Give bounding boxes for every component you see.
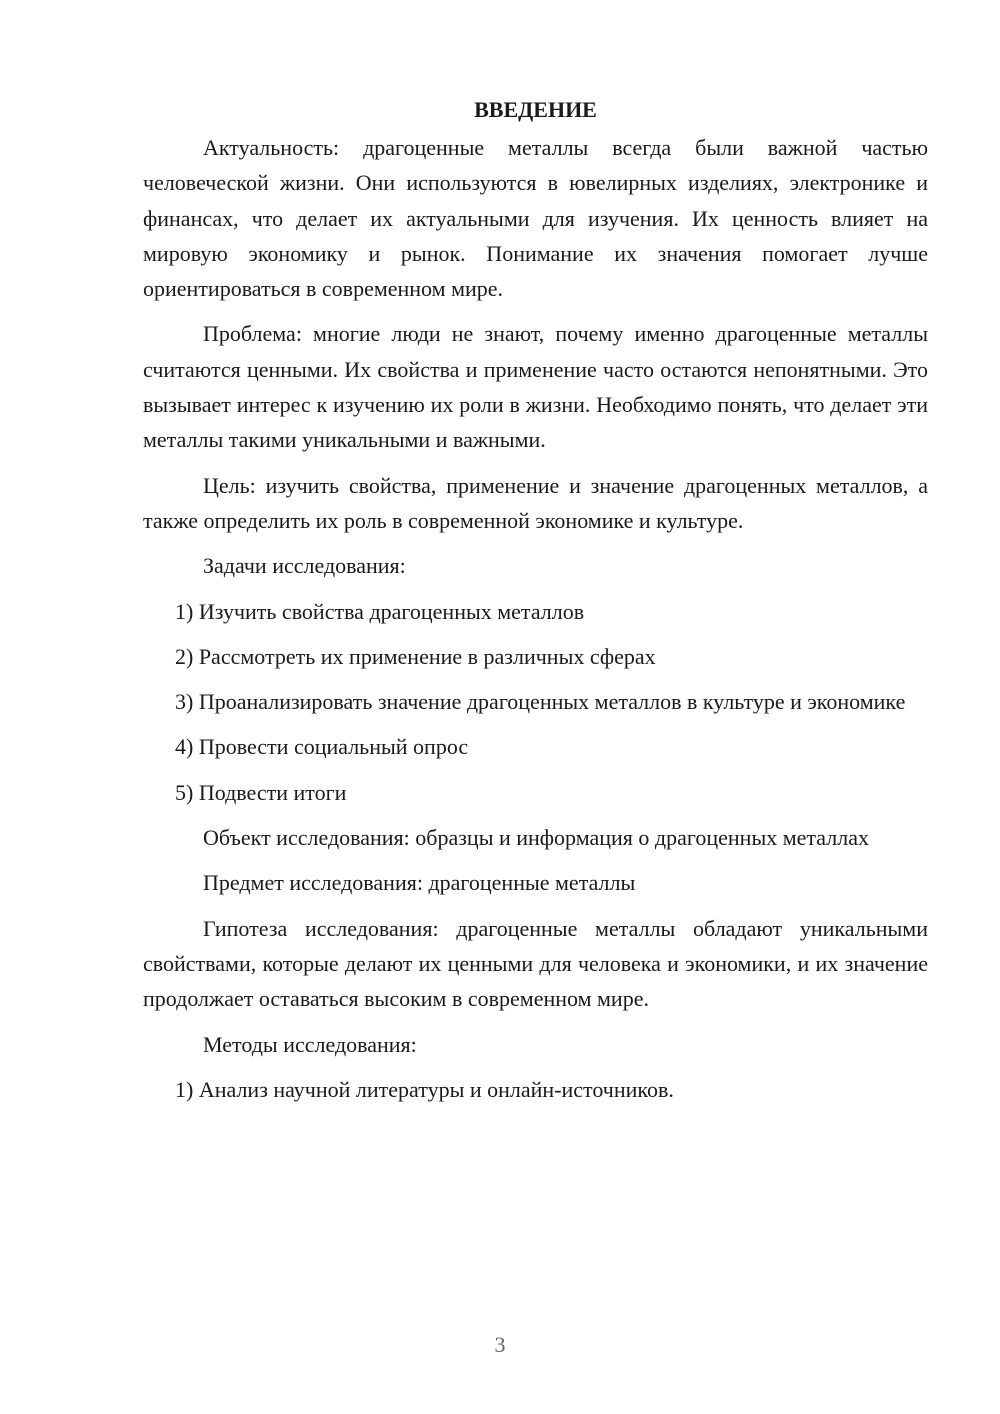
paragraph-object: Объект исследования: образцы и информация о драгоценных металлах — [203, 825, 869, 851]
document-body — [143, 92, 928, 1117]
paragraph-problem: Проблема: многие люди не знают, почему именно драгоценные металлы считаются ценными. Их свойства и применение часто остаются непонятными. Это вызывает интерес к изучению их роли в жизни. Необходимо понять, что делает эти металлы такими уникальными и важными. — [143, 321, 928, 453]
list-item-method-1: 1) Анализ научной литературы и онлайн-источников. — [175, 1076, 674, 1102]
methods-heading: Методы исследования: — [203, 1031, 417, 1057]
list-item-task-4: 4) Провести социальный опрос — [175, 734, 469, 760]
list-item-task-3: 3) Проанализировать значение драгоценных металлов в культуре и экономике — [175, 689, 906, 715]
list-item-task-1: 1) Изучить свойства драгоценных металлов — [175, 598, 585, 624]
tasks-heading: Задачи исследования: — [203, 553, 406, 579]
list-item-task-5: 5) Подвести итоги — [175, 779, 347, 805]
paragraph-hypothesis: Гипотеза исследования: драгоценные металлы обладают уникальными свойствами, которые делают их ценными для человека и экономики, и их значение продолжает оставаться высоким в современном мире. — [143, 915, 928, 1012]
list-item-task-2: 2) Рассмотреть их применение в различных сферах — [175, 643, 656, 669]
page-number: 3 — [494, 1332, 506, 1357]
paragraph-relevance: Актуальность: драгоценные металлы всегда были важной частью человеческой жизни. Они используются в ювелирных изделиях, электронике и финансах, что делает их актуальными для изучения. Их ценность влияет на мировую экономику и рынок. Понимание их значения помогает лучше ориентироваться в современном мире. — [143, 135, 928, 302]
paragraph-goal: Цель: изучить свойства, применение и значение драгоценных металлов, а также определить их роль в современной экономике и культуре. — [143, 472, 928, 533]
paragraph-subject: Предмет исследования: драгоценные металлы — [203, 870, 636, 896]
section-title: ВВЕДЕНИЕ — [474, 97, 597, 122]
